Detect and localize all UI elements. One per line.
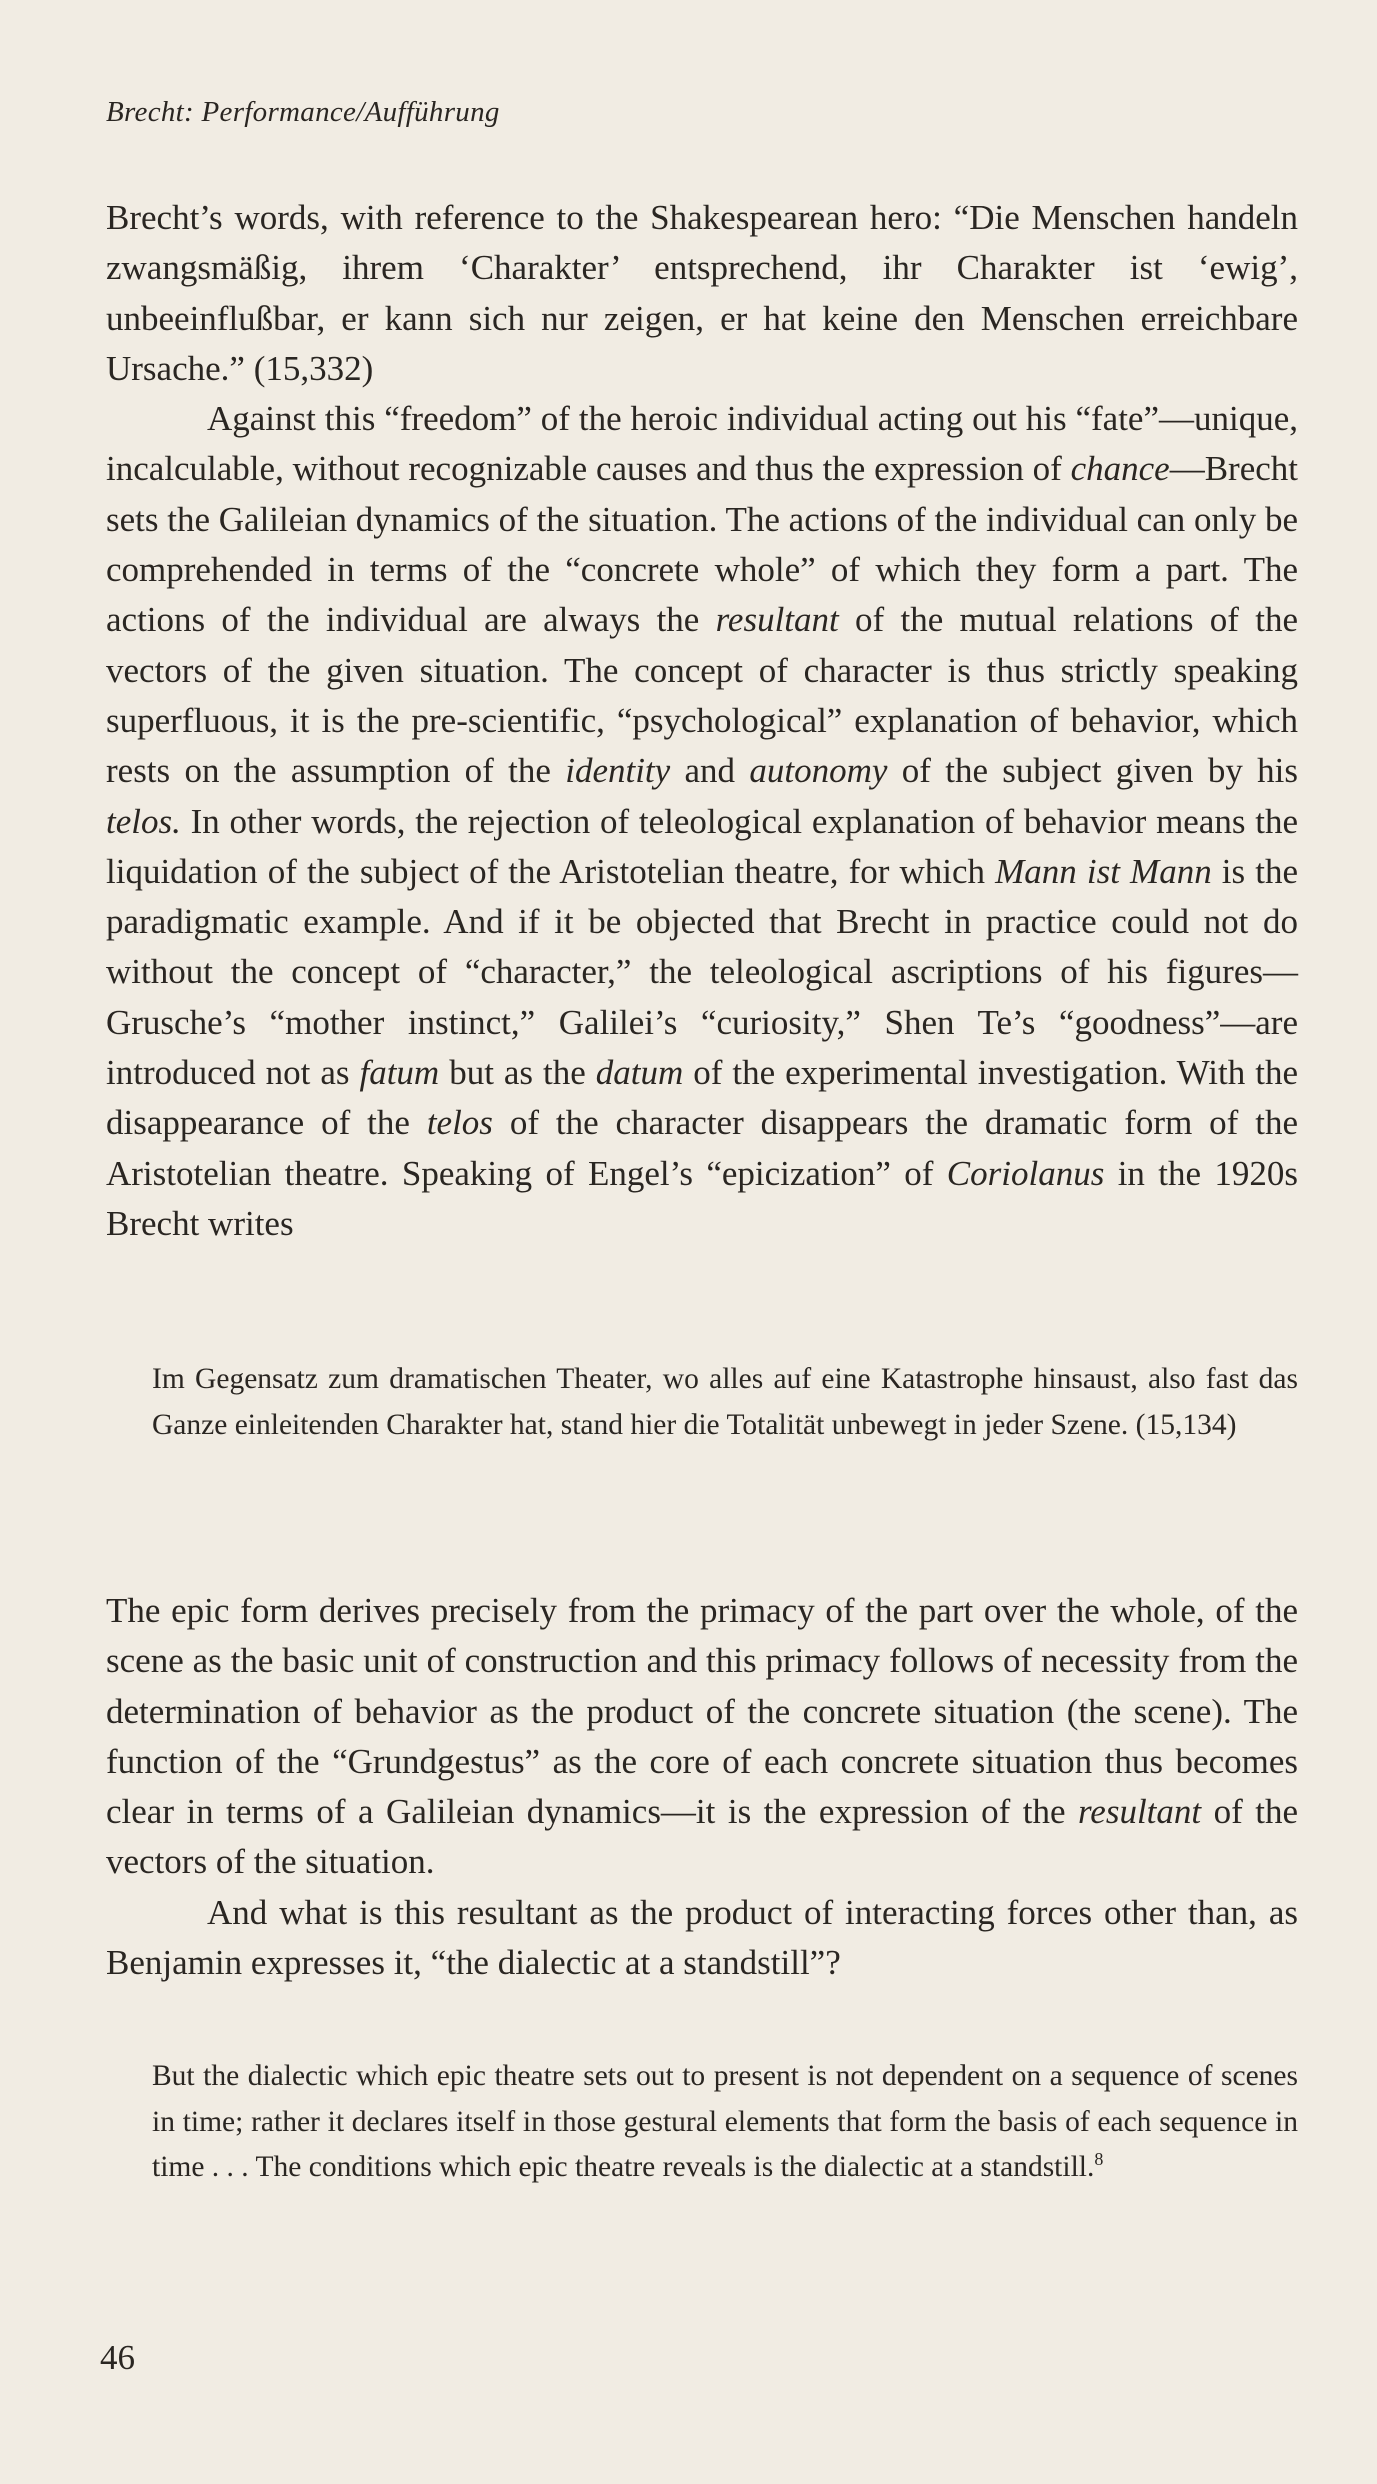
- paragraph-epic-form: The epic form derives precisely from the primacy of the part over the whole, of the scene as the basic unit of construction and this primacy follows of necessity from the determination of behavior as the product of the concrete situation (the scene). The function of the “Grundgestus” as the core of each concrete situation thus becomes clear in terms of a Galileian dynamics—it is the expression of the resultant of the vectors of the situation.: [106, 1591, 1298, 1882]
- emphasis-autonomy: autonomy: [749, 751, 888, 791]
- emphasis-fatum: fatum: [359, 1053, 440, 1093]
- main-text-lower: [106, 1586, 1298, 1988]
- quote-text: But the dialectic which epic theatre sets out to present is not dependent on a sequence of scenes in time; rather it declares itself in those gestural elements that form the basis of each sequence in time . . . The conditions which epic theatre reveals is the dialectic at a standstill.$^8$: [152, 2060, 1298, 2183]
- page-number: 46: [100, 2338, 135, 2377]
- paragraph-dialectic-question: And what is this resultant as the product of interacting forces other than, as Benjamin expresses it, “the dialectic at a standstill”?: [106, 1892, 1298, 1983]
- running-head: Brecht: Performance/Aufführung: [106, 96, 500, 128]
- emphasis-chance: chance: [1070, 449, 1170, 489]
- title-mann-ist-mann: Mann ist Mann: [995, 851, 1212, 891]
- paragraph-against-freedom: Against this “freedom” of the heroic individual acting out his “fate”—unique, incalculable, without recognizable causes and thus the expression of chance—Brecht sets the Galileian dynamics of the situation. The actions of the individual can only be comprehended in terms of the “concrete whole” of which they form a part. The actions of the individual are always the resultant of the mutual relations of the vectors of the given situation. The concept of character is thus strictly speaking superfluous, it is the pre-scientific, “psychological” explanation of behavior, which rests on the assumption of the identity and autonomy of the subject given by his telos. In other words, the rejection of teleological explanation of behavior means the liquidation of the subject of the Aristotelian theatre, for which Mann ist Mann is the paradigmatic example. And if it be objected that Brecht in practice could not do without the concept of “character,” the teleological ascriptions of his figures—Grusche’s “mother instinct,” Galilei’s “curiosity,” Shen Te’s “goodness”—are introduced not as fatum but as the datum of the experimental investigation. With the disappearance of the telos of the character disappears the dramatic form of the Aristotelian theatre. Speaking of Engel’s “epicization” of Coriolanus in the 1920s Brecht writes: [106, 399, 1299, 1243]
- emphasis-datum: datum: [595, 1053, 684, 1093]
- emphasis-identity: identity: [565, 751, 671, 791]
- quote-text: Im Gegensatz zum dramatischen Theater, wo alles auf eine Katastrophe hinsaust, also fast das Ganze einleitenden Charakter hat, stand hier die Totalität unbewegt in jeder Szene. (15,134): [152, 1363, 1298, 1441]
- paragraph-brecht-words: Brecht’s words, with reference to the Shakespearean hero: “Die Menschen handeln zwangsmäßig, ihrem ‘Charakter’ entsprechend, ihr Charakter ist ‘ewig’, unbeeinflußbar, er kann sich nur zeigen, er hat keine den Menschen erreichbare Ursache.” (15,332): [106, 198, 1298, 388]
- block-quote-benjamin: [152, 2054, 1298, 2191]
- emphasis-telos-2: telos: [426, 1103, 493, 1143]
- emphasis-resultant-2: resultant: [1077, 1792, 1202, 1832]
- main-text-upper: [106, 193, 1298, 1249]
- block-quote-german: [152, 1357, 1298, 1448]
- emphasis-telos: telos.: [106, 801, 181, 841]
- title-coriolanus: Coriolanus: [946, 1153, 1105, 1193]
- emphasis-resultant: resultant: [715, 600, 839, 640]
- footnote-marker: 8: [1094, 2149, 1104, 2170]
